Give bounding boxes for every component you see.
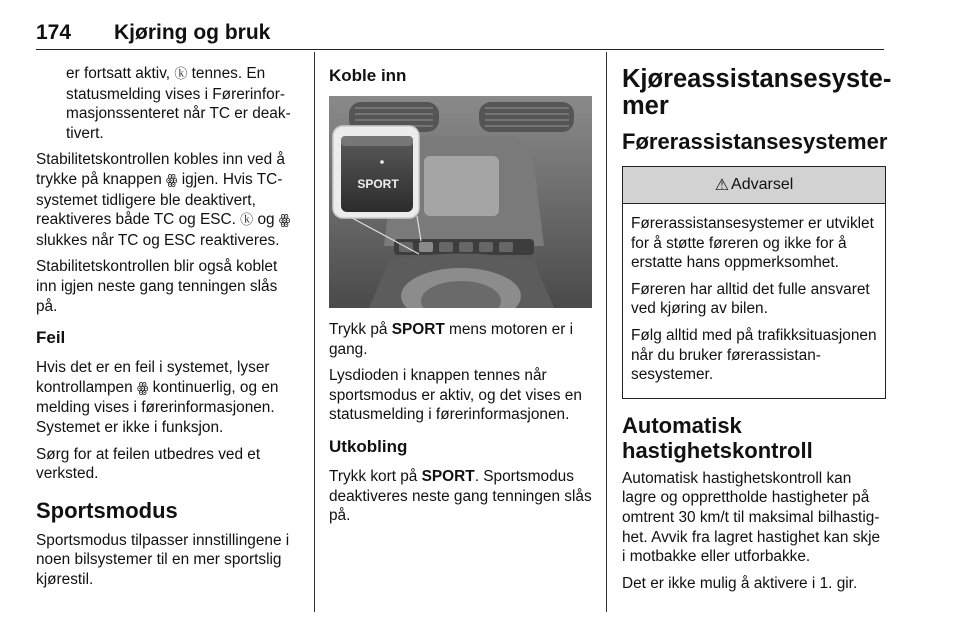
paragraph: er fortsatt aktiv, ⓚ tennes. En statusmelding vises i Førerinformasjonssenteret når TC er deaktivert. — [66, 65, 291, 142]
warning-header — [623, 167, 885, 204]
chapter-title: Kjøring og bruk — [114, 21, 271, 44]
page-number: 174 — [36, 21, 72, 44]
column-1 — [36, 64, 298, 596]
warning-title: Advarsel — [731, 176, 794, 194]
warning-box — [622, 166, 886, 399]
section-heading-sportsmodus: Sportsmodus — [36, 497, 178, 523]
paragraph: Trykk kort på SPORT. Sportsmodus deaktiveres neste gang tenningen slås på. — [329, 467, 592, 525]
tc-off-icon: ⓚ — [174, 67, 188, 82]
section-heading-feil: Feil — [36, 328, 66, 348]
paragraph: Lysdioden i knappen tennes når sportsmodus er aktiv, og det vises en statusmelding i førerinformasjonen. — [329, 367, 582, 424]
warning-text: Følg alltid med på trafikksituasjonen når du bruker førerassistansesystemer. — [631, 326, 877, 384]
tc-off-icon: ⓚ — [240, 213, 254, 229]
column-2 — [329, 64, 594, 533]
section-heading-koble-inn: Koble inn — [329, 66, 407, 85]
warning-icon: ⚠ — [714, 175, 730, 195]
paragraph: Trykk på SPORT mens motoren er i gang. — [329, 321, 574, 358]
paragraph: Det er ikke mulig å aktivere i 1. gir. — [622, 574, 858, 592]
paragraph: Automatisk hastighetskontroll kan lagre og opprettholde hastigheter på omtrent 30 km/t til maksimal bilhastighet. Avvik fra lagret hastighet kan skje i motbakke eller utforbakke. — [622, 469, 881, 566]
esc-icon: ꙮ — [136, 380, 149, 396]
paragraph: Stabilitetskontrollen kobles inn ved å trykke på knappen ꙮ igjen. Hvis TC-systemet tidligere ble deaktivert, reaktiveres både TC og ESC. ⓚ og ꙮ slukkes når TC og ESC reaktiveres. — [36, 151, 291, 249]
section-heading-forerassistanse: Førerassistansesystemer — [622, 129, 888, 154]
section-heading-cruise-control: Automatisk hastighetskontroll — [622, 412, 813, 463]
warning-text: Føreren har alltid det fulle ansvaret ved kjøring av bilen. — [631, 280, 870, 318]
sport-button-photo — [329, 96, 592, 308]
section-heading-utkobling: Utkobling — [329, 436, 408, 456]
paragraph: Sørg for at feilen utbedres ved et verksted. — [36, 445, 261, 483]
esc-icon: ꙮ — [166, 172, 178, 188]
chapter-heading: Kjøreassistansesystemer — [622, 65, 892, 120]
sport-button-label: SPORT — [357, 177, 399, 191]
column-3 — [622, 64, 892, 600]
paragraph: Hvis det er en feil i systemet, lyser kontrollampen ꙮ kontinuerlig, og en melding vises i førerinformasjonen. Systemet er ikke i funksjon. — [36, 359, 279, 436]
warning-text: Førerassistansesystemer er utviklet for å støtte føreren og ikke for å erstatte hans oppmerksomhet. — [631, 215, 874, 272]
column-divider — [314, 52, 315, 612]
page-header — [36, 9, 884, 50]
column-divider — [606, 52, 607, 612]
paragraph: Stabilitetskontrollen blir også koblet inn igjen neste gang tenningen slås på. — [36, 258, 278, 315]
paragraph: Sportsmodus tilpasser innstillingene i noen bilsystemer til en mer sportslig kjørestil. — [36, 531, 290, 588]
esc-icon: ꙮ — [278, 213, 291, 229]
